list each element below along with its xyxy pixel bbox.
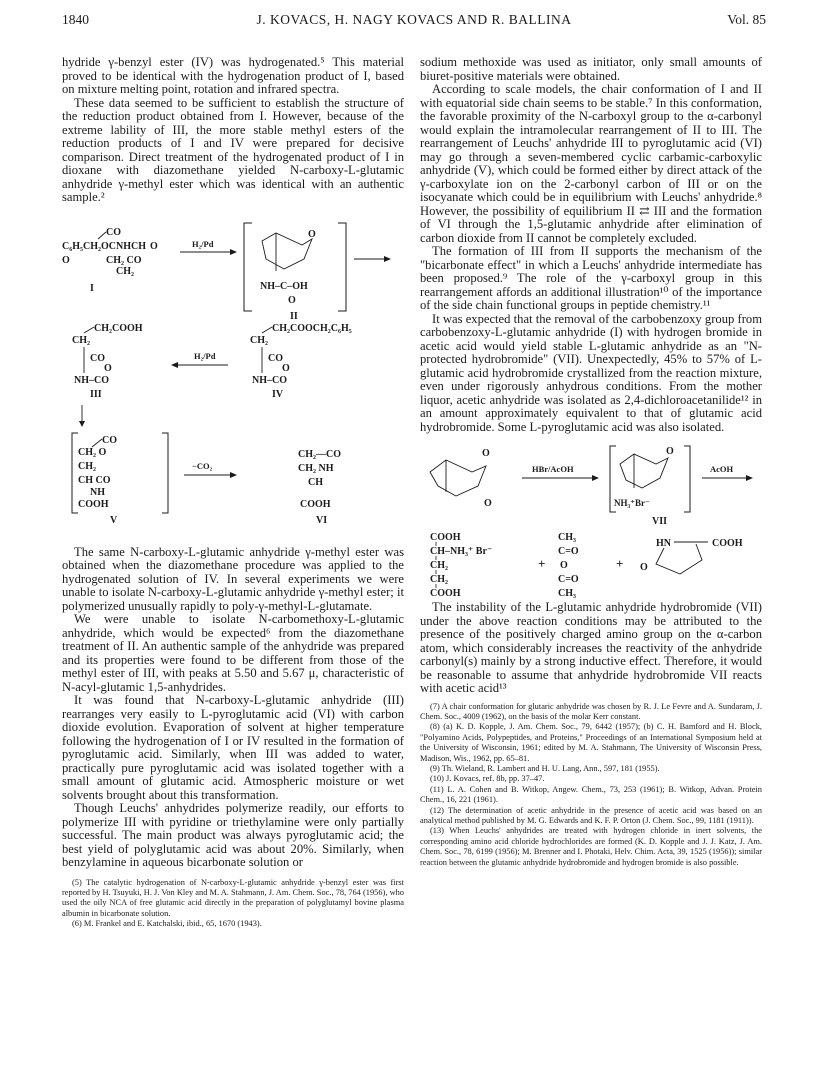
paragraph: sodium methoxide was used as initiator, only small amounts of biuret-positive materials were obtained. — [420, 55, 762, 83]
pyro-o: O — [640, 562, 648, 573]
right-footnotes — [420, 702, 762, 869]
I-formula: C₆H₅CH₂OCNHCH — [62, 240, 146, 252]
paragraph: Though Leuchs' anhydrides polymerize readily, our efforts to polymerize III with pyridine or triethylamine were only partially successful. The main product was always pyroglutamic acid; the best yield of polyglutamic acid was about 20%. Similarly, when benzylamine in aqueous bicarbonate solution or — [62, 801, 404, 869]
label-VII: VII — [652, 516, 668, 527]
volume-label: Vol. 85 — [727, 12, 766, 27]
pyro-hn: HN — [656, 538, 671, 549]
V-ch2o: CH₂ O — [78, 446, 107, 458]
scheme-2-graphic — [420, 442, 762, 599]
page-number: 1840 — [62, 12, 89, 27]
plus-2: + — [616, 556, 624, 571]
VII-o: O — [666, 446, 674, 457]
paragraph: We were unable to isolate N-carbomethoxy-L-glutamic anhydride, which would be expected⁶ from the diazomethane treatment of II. An authentic sample of the anhydride was prepared and its properties were found to be different from those of the methyl ester of III, with peaks at 5.50 and 5.67 μ, characteristic of N-acyl-glutamic 1,5-anhydrides. — [62, 612, 404, 694]
footnote: (6) M. Frankel and E. Katchalski, ibid., 65, 1670 (1943). — [72, 919, 262, 929]
VI-ch: CH — [308, 476, 323, 488]
V-co: CO — [102, 434, 117, 446]
paragraph: The instability of the L-glutamic anhydride hydrobromide (VII) under the above reaction conditions may be attributed to the presence of the positively charged amino group on the α-carbon atom, which considerably increases the reactivity of the anhydride carbonyl(s) mainly by a strong inductive effect. Therefore, it would be reasonable to assume that anhydride hydrobromide VII reacts with acetic acid¹³ — [420, 600, 762, 695]
reaction-scheme-2 — [420, 442, 762, 599]
ac-o: O — [560, 560, 568, 571]
plus-1: + — [538, 556, 546, 571]
label-II: II — [290, 310, 298, 322]
footnote: (8) (a) K. D. Kopple, J. Am. Chem. Soc., 79, 6442 (1957); (b) C. H. Bamford and H. Block, "Polyamino Acids, Polypeptides, and Proteins," Proceedings of an International Symposium held at the University of Wisconsin, 1961; edited by M. A. Stahmann, The University of Wisconsin Press, Madison, Wis., 1962, pp. 65–81. — [420, 722, 762, 763]
I-co: CO — [106, 226, 121, 238]
scheme-1-graphic — [62, 219, 404, 529]
IV-ch2: CH₂ — [250, 334, 268, 346]
I-ch2: CH₂ — [116, 265, 134, 277]
VI-mid: CH₂ NH — [298, 462, 334, 474]
glu-ch2b: CH₂ — [430, 574, 448, 585]
II-dbl-o: O — [288, 294, 296, 306]
left-column — [62, 56, 404, 930]
IV-co: CO — [268, 352, 283, 364]
ac-ch3b: CH₃ — [558, 588, 576, 599]
paragraph: These data seemed to be sufficient to establish the structure of the reduction product obtained from I. However, because of the extreme lability of III, the more stable methyl esters of the reduction products of I and IV were prepared for decisive comparison. Direct treatment of the hydrogenated product of I in dioxane with diazomethane yielded N-carboxy-L-glutamic anhydride γ-methyl ester which was identical with an authentic sample.² — [62, 95, 404, 204]
footnote: (9) Th. Wieland, R. Lambert and H. U. Lang, Ann., 597, 181 (1955). — [430, 763, 660, 773]
paragraph: According to scale models, the chair conformation of I and II with equatorial side chain seems to be stable.⁷ In this conformation, the favorable proximity of the N-carboxyl group to the α-carbonyl would explain the intramolecular rearrangement of II to III. The rearrangement of Leuchs' anhydride III to pyroglutamic acid (VI) may go through a seven-membered cyclic carbamic-carboxylic anhydride (V), which could be formed either by direct attack of the γ-carboxylate ion on the 2-carbonyl carbon of III or on the isocyanate which could be in equilibrium with Leuchs' anhydride.⁸ However, the possibility of equilibrium II ⇄ III and the formation of VI through the 1,5-glutamic anhydride after elimination of carbon dioxide from II cannot be completely excluded. — [420, 82, 762, 245]
II-o: O — [308, 228, 316, 240]
V-chco: CH CO — [78, 474, 111, 486]
III-ch2: CH₂ — [72, 334, 90, 346]
footnote: (11) L. A. Cohen and B. Witkop, Angew. Chem., 73, 253 (1961); B. Witkop, Advan. Protein Chem., 16, 221 (1961). — [420, 784, 762, 805]
paragraph: hydride γ-benzyl ester (IV) was hydrogenated.⁵ This material proved to be identical with the hydrogenation product of I, based on mixture melting point, rotation and infrared spectra. — [62, 55, 404, 96]
III-co: CO — [90, 352, 105, 364]
pyro-cooh: COOH — [712, 538, 743, 549]
VI-cooh: COOH — [300, 498, 331, 510]
reagent-co2: −CO₂ — [192, 460, 213, 471]
VI-top: CH₂—CO — [298, 448, 341, 460]
glu-cooh2: COOH — [430, 588, 461, 599]
paragraph: It was found that N-carboxy-L-glutamic anhydride (III) rearranges very easily to L-pyroglutamic acid (VI) with carbon dioxide evolution. Evaporation of solvent at higher temperature following the hydrogenation of I or IV resulted in the formation of pyroglutamic acid. Similarly, when III was added to water, practically pure pyroglutamic acid was isolated together with a small amount of glutamic acid. Atmospheric moisture or wet solvents brought about this transformation. — [62, 693, 404, 802]
label-VI: VI — [316, 514, 328, 526]
footnote: (5) The catalytic hydrogenation of N-carboxy-L-glutamic anhydride γ-benzyl ester was first reported by H. Tsuyuki, H. J. Von Kley and M. A. Stahmann, J. Am. Chem. Soc., 78, 764 (1956), who used the oily NCA of free glutamic acid directly in the preparation of polyglutamyl bovine plasma albumin in bicarbonate solution. — [62, 877, 404, 918]
label-I: I — [90, 282, 94, 294]
V-nh: NH — [90, 486, 105, 498]
glu-ch: CH–NH₃⁺ Br⁻ — [430, 546, 493, 557]
footnote: (10) J. Kovacs, ref. 8b, pp. 37–47. — [430, 774, 545, 784]
paragraph: The same N-carboxy-L-glutamic anhydride γ-methyl ester was obtained when the diazomethane procedure was applied to the hydrogenated solution of IV. In several experiments we were unable to isolate N-carboxy-L-glutamic anhydride γ-methyl ester; it polymerized unusually rapidly to poly-γ-methyl-L-glutamate. — [62, 544, 404, 613]
III-top: CH₂COOH — [94, 322, 143, 334]
label-IV: IV — [272, 388, 284, 400]
ac-co2: C=O — [558, 574, 579, 585]
glu-cooh: COOH — [430, 532, 461, 543]
I-o: O — [150, 240, 158, 252]
ac-co: C=O — [558, 546, 579, 557]
anhydride-o-top: O — [482, 448, 490, 459]
reagent-h2pd-2: H₂/Pd — [194, 350, 216, 361]
reagent-acoh: AcOH — [710, 464, 734, 474]
label-III: III — [90, 388, 102, 400]
V-ch2: CH₂ — [78, 460, 96, 472]
label-V: V — [110, 514, 118, 526]
footnote: (7) A chair conformation for glutaric anhydride was chosen by R. J. Le Fevre and A. Sundaram, J. Chem. Soc., 4009 (1962), on the basis of the molar Kerr constant. — [420, 701, 762, 721]
IV-nhco: NH–CO — [252, 374, 287, 386]
ac-ch3: CH₃ — [558, 532, 576, 543]
reagent-hbr: HBr/AcOH — [532, 464, 574, 474]
III-nhco: NH–CO — [74, 374, 109, 386]
running-authors: J. KOVACS, H. NAGY KOVACS AND R. BALLINA — [256, 12, 572, 27]
glu-ch2a: CH₂ — [430, 560, 448, 571]
II-nh: NH–C–OH — [260, 280, 308, 292]
reaction-scheme-1 — [62, 219, 404, 534]
III-o: O — [104, 362, 112, 374]
anhydride-o-bot: O — [484, 498, 492, 509]
right-column — [420, 56, 762, 868]
VII-nh: NH₃⁺Br⁻ — [614, 498, 650, 508]
IV-top: CH₂COOCH₂C₆H₅ — [272, 322, 352, 334]
footnote: (13) When Leuchs' anhydrides are treated with hydrogen chloride in inert solvents, the corresponding amino acid chloride hydrochlorides are formed (K. D. Kopple and J. J. Katz, J. Am. Chem. Soc., 78, 6199 (1956); M. Brenner and I. Photaki, Helv. Chim. Acta, 39, 1525 (1956)); similar reaction between the glutamic anhydride hydrobromide and hydrogen bromide is also possible. — [420, 826, 762, 867]
V-cooh: COOH — [78, 498, 109, 510]
reagent-h2pd-1: H₂/Pd — [192, 238, 214, 249]
I-dbl-o: O — [62, 254, 70, 266]
running-header — [62, 12, 766, 30]
paragraph: It was expected that the removal of the carbobenzoxy group from carbobenzoxy-L-glutamic anhydride (I) with hydrogen bromide in acetic acid would yield stable L-glutamic anhydride as an "N-protected hydrobromide" (VII). Unexpectedly, 45% to 57% of L-glutamic acid hydrobromide crystallized from the reaction mixture, even under rigorously anhydrous conditions. From the mother liquor, acetic anhydride was isolated as 2,4-dichloroacetanilide¹² in an amount approximately equivalent to that of glutamic acid hydrobromide. Some L-pyroglutamic acid was also isolated. — [420, 311, 762, 434]
left-footnotes — [62, 878, 404, 930]
footnote: (12) The determination of acetic anhydride in the presence of acetic acid was based on an analytical method published by M. G. Edwards and K. F. P. Orton (J. Chem. Soc., 99, 1181 (1911)). — [420, 805, 762, 825]
IV-o: O — [282, 362, 290, 374]
I-ch2co: CH₂ CO — [106, 254, 142, 266]
paragraph: The formation of III from II supports the mechanism of the "bicarbonate effect" in which a Leuchs' anhydride intermediate has been proposed.⁹ The role of the γ-carboxyl group in this rearrangement affords an additional illustration¹⁰ of the importance of the side chain functional groups in peptide chemistry.¹¹ — [420, 244, 762, 312]
